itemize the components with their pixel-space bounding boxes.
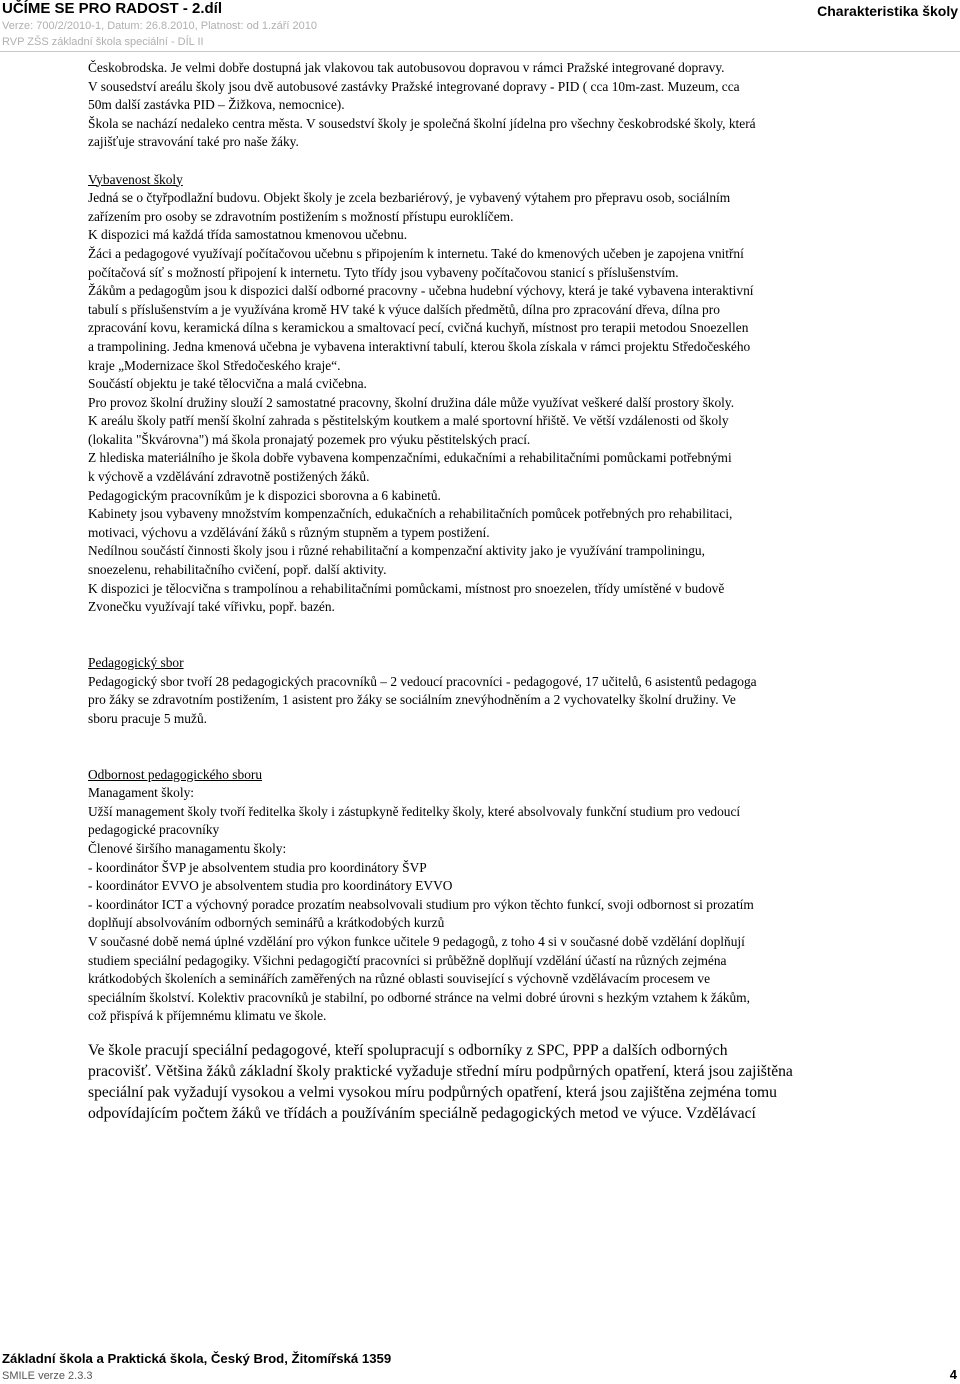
document-title: UČÍME SE PRO RADOST - 2.díl bbox=[2, 0, 223, 17]
text-line: Členové širšího managamentu školy: bbox=[88, 840, 287, 856]
text-line: zařízením pro osoby se zdravotním postižením s možností přístupu euroklíčem. bbox=[88, 208, 514, 224]
intro-paragraph bbox=[88, 59, 878, 152]
text-line: Součástí objektu je také tělocvična a malá cvičebna. bbox=[88, 376, 367, 392]
text-line: což přispívá k příjemnému klimatu ve škole. bbox=[88, 1008, 327, 1024]
text-line: Užší management školy tvoří ředitelka školy i zástupkyně ředitelky školy, které absolvovaly funkční studium pro vedoucí bbox=[88, 803, 741, 819]
footer-school-name: Základní škola a Praktická škola, Český Brod, Žitomířská 1359 bbox=[2, 1351, 392, 1366]
text-line: Z hlediska materiálního je škola dobře vybavena kompenzačními, edukačními a rehabilitačními pomůckami potřebnými bbox=[88, 450, 732, 466]
page-number: 4 bbox=[949, 1367, 957, 1382]
paragraph-gap bbox=[88, 635, 878, 654]
paragraph-gap bbox=[88, 728, 878, 747]
text-line: pracovišť. Většina žáků základní školy praktické vyžaduje střední míru podpůrných opatření, která jsou zajištěna bbox=[88, 1062, 793, 1080]
sbor-text bbox=[88, 673, 878, 729]
text-line: K areálu školy patří menší školní zahrada s pěstitelským koutkem a malé sportovní hřiště. Ve větší vzdálenosti od školy bbox=[88, 413, 729, 429]
text-line: Managament školy: bbox=[88, 785, 194, 801]
document-body bbox=[88, 59, 878, 1124]
text-line: pro žáky se zdravotním postižením, 1 asistent pro žáky se sociálním znevýhodněním a 2 vychovatelky školní družiny. Ve bbox=[88, 692, 736, 708]
version-info: Verze: 700/2/2010-1, Datum: 26.8.2010, Platnost: od 1.září 2010 bbox=[2, 20, 317, 32]
text-line: motivaci, výchovu a vzdělávání žáků s různým stupněm a typem postižení. bbox=[88, 524, 490, 540]
text-line: Pedagogickým pracovníkům je k dispozici sborovna a 6 kabinetů. bbox=[88, 487, 441, 503]
text-line: studiem speciální pedagogiky. Všichni pedagogičtí pracovníci si průběžně doplňují vzdělání účastí na různých zejména bbox=[88, 952, 727, 968]
text-line: a trampolining. Jedna kmenová učebna je vybavena interaktivní tabulí, kterou škola získala v rámci projektu Středočeského bbox=[88, 338, 751, 354]
text-line: 50m další zastávka PID – Žižkova, nemocnice). bbox=[88, 97, 345, 113]
text-line: K dispozici má každá třída samostatnou kmenovou učebnu. bbox=[88, 227, 408, 243]
text-line: Českobrodska. Je velmi dobře dostupná jak vlakovou tak autobusovou dopravou v rámci Pražské integrované dopravy. bbox=[88, 60, 725, 75]
text-line: Žákům a pedagogům jsou k dispozici další odborné pracovny - učebna hudební výchovy, která je také vybavena interaktivní bbox=[88, 283, 754, 299]
text-line: - koordinátor ICT a výchovný poradce prozatím neabsolvovali studium pro výkon těchto funkcí, svoji odbornost si prozatím bbox=[88, 896, 754, 912]
text-line: speciální pak vyžadují vysokou a velmi vysokou míru podpůrných opatření, která jsou zajištěna zejména tomu bbox=[88, 1083, 777, 1101]
section-heading-sbor: Pedagogický sbor bbox=[88, 655, 184, 670]
text-line: Škola se nachází nedaleko centra města. V sousedství školy je společná školní jídelna pro všechny českobrodské školy, která bbox=[88, 115, 756, 131]
text-line: - koordinátor ŠVP je absolventem studia pro koordinátory ŠVP bbox=[88, 859, 427, 875]
text-line: kraje „Modernizace škol Středočeského kraje“. bbox=[88, 357, 341, 373]
paragraph-gap bbox=[88, 747, 878, 766]
header-divider bbox=[0, 51, 960, 52]
text-line: Jedná se o čtyřpodlažní budovu. Objekt školy je zcela bezbariérový, je vybavený výtahem pro přepravu osob, sociálním bbox=[88, 190, 731, 206]
text-line: pedagogické pracovníky bbox=[88, 822, 220, 838]
text-line: speciálním školství. Kolektiv pracovníků je stabilní, po odborné stránce na velmi dobré úrovni s hezkým vztahem k žákům, bbox=[88, 989, 750, 1005]
text-line: doplňují absolvováním odborných seminářů a krátkodobých kurzů bbox=[88, 915, 445, 931]
text-line: Nedílnou součástí činnosti školy jsou i různé rehabilitační a kompenzační aktivity jako je využívání trampoliningu, bbox=[88, 543, 705, 559]
text-line: tabulí s příslušenstvím a je využívána kromě HV také k výuce dalších předmětů, dílna pro zpracování dřeva, dílna pro bbox=[88, 301, 720, 317]
text-line: zajišťuje stravování také pro naše žáky. bbox=[88, 134, 299, 150]
paragraph-gap bbox=[88, 152, 878, 171]
text-line: - koordinátor EVVO je absolventem studia pro koordinátory EVVO bbox=[88, 878, 453, 894]
section-heading-odbornost: Odbornost pedagogického sboru bbox=[88, 766, 263, 782]
text-line: V současné době nemá úplné vzdělání pro výkon funkce učitele 9 pedagogů, z toho 4 si v současné době vzdělání doplňují bbox=[88, 933, 745, 949]
text-line: V sousedství areálu školy jsou dvě autobusové zastávky Pražské integrované dopravy - PID ( cca 10m-zast. Muzeum, cca bbox=[88, 78, 740, 94]
text-line: sboru pracuje 5 mužů. bbox=[88, 710, 207, 726]
text-line: k výchově a vzdělávání zdravotně postižených žáků. bbox=[88, 469, 370, 485]
text-line: Kabinety jsou vybaveny množstvím kompenzačních, edukačních a rehabilitačních pomůcek potřebných pro rehabilitaci, bbox=[88, 506, 733, 522]
text-line: zpracování kovu, keramická dílna s keramickou a smaltovací pecí, cvičná kuchyň, místnost pro terapii metodou Snoezellen bbox=[88, 320, 749, 336]
paragraph-gap bbox=[88, 617, 878, 636]
section-title: Charakteristika školy bbox=[817, 3, 958, 19]
text-line: Žáci a pedagogové využívají počítačovou učebnu s připojením k internetu. Také do kmenových učeben je zapojena vnitřní bbox=[88, 245, 744, 261]
text-line: Pedagogický sbor tvoří 28 pedagogických pracovníků – 2 vedoucí pracovníci - pedagogové, 17 učitelů, 6 asistentů pedagoga bbox=[88, 673, 757, 689]
text-line: počítačová síť s možností připojení k internetu. Tyto třídy jsou vybaveny počítačovou stanicí s příslušenstvím. bbox=[88, 264, 679, 280]
text-line: Zvonečku využívají také vířivku, popř. bazén. bbox=[88, 599, 335, 615]
section-heading-vybavenost: Vybavenost školy bbox=[88, 171, 183, 187]
program-info: RVP ZŠS základní škola speciální - DÍL II bbox=[2, 36, 204, 48]
text-line: Pro provoz školní družiny slouží 2 samostatné pracovny, školní družina dále může využívat veškeré další prostory školy. bbox=[88, 394, 735, 410]
text-line: odpovídajícím počtem žáků ve třídách a používáním speciálně pedagogických metod ve výuce. Vzdělávací bbox=[88, 1104, 756, 1122]
text-line: Ve škole pracují speciální pedagogové, kteří spolupracují s odborníky z SPC, PPP a dalších odborných bbox=[88, 1041, 728, 1059]
vybavenost-text bbox=[88, 189, 878, 617]
text-line: krátkodobých školeních a seminářích zaměřených na různé oblasti související s výchovně vzdělávacím procesem ve bbox=[88, 971, 711, 987]
text-line: snoezelenu, rehabilitačního cvičení, popř. další aktivity. bbox=[88, 562, 387, 578]
text-line: K dispozici je tělocvična s trampolínou a rehabilitačními pomůckami, místnost pro snoezelen, třídy umístěné v budově bbox=[88, 580, 725, 596]
closing-paragraph bbox=[88, 1040, 878, 1124]
footer-software-version: SMILE verze 2.3.3 bbox=[2, 1370, 93, 1382]
text-line: (lokalita "Škvárovna") má škola pronajatý pozemek pro výuku pěstitelských prací. bbox=[88, 431, 531, 447]
odbornost-text bbox=[88, 784, 878, 1026]
